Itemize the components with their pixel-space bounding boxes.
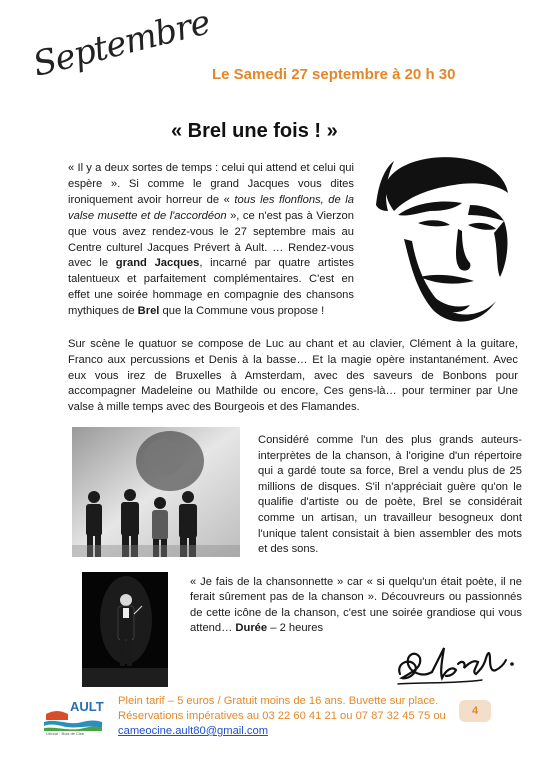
closing-text: « Je fais de la chansonnette » car « si quelqu'un était poète, il ne ferait sûrement pas de la chanson ». Découvreurs ou passionnés de cette icône de la chanson, c'est une soirée grandiose qui vous attend… [190, 576, 522, 635]
intro-text-1: « Il y a deux sortes de temps : celui qui attend et celui qui espère ». Si comme le grand Jacques vous dites ironiquement avoir horreur de « [68, 162, 354, 206]
closing-paragraph [190, 575, 522, 637]
intro-text-4: que la Commune vous propose ! [159, 305, 325, 318]
reservation-line: Réservations impératives au 03 22 60 41 21 ou 07 87 32 45 75 ou [118, 710, 446, 722]
page-number-badge: 4 [459, 700, 491, 722]
intro-text-3: , incarné par quatre artistes talentueux et parfaitement complémentaires. C'est en effet une soirée hommage en compagnie des chansons mythiques de [68, 257, 354, 318]
intro-quote-italic: tous les flonflons, de la valse musette et de l'accordéon [68, 193, 355, 222]
brel-portrait-illustration [358, 145, 518, 335]
ault-logo [40, 694, 106, 736]
intro-bold-brel: Brel [137, 305, 160, 318]
quartet-paragraph: Sur scène le quatuor se compose de Luc au chant et au clavier, Clément à la guitare, Franco aux percussions et Denis à la basse… Et la magie opère instantanément. Avec eux vous irez de Bruxelles à Amsterdam, avec des saveurs de Bonbons pour accompagner Madeleine ou Mathilde ou encore, Ces gens-là… pour terminer par Une valse à mille temps avec des Bourgeois et des Flamandes. [68, 338, 518, 414]
email-link[interactable]: cameocine.ault80@gmail.com [118, 725, 269, 737]
career-paragraph: Considéré comme l'un des plus grands auteurs-interprètes de la chanson, à l'origine d'un répertoire qui a gardé toute sa force, Brel a vendu plus de 25 millions de disques. S'il n'appréciait guère qu'on le qualifie d'artiste ou de poète, Brel se considérait comme un artisan, un travailleur besogneux dont l'unique talent consistait à bien assembler des mots et des sons. [258, 434, 522, 556]
intro-bold-grand-jacques: grand Jacques [115, 257, 200, 270]
month-script-heading: Septembre [29, 2, 214, 85]
intro-text-2: », ce n'est pas à Vierzon que vous avez rendez-vous le 27 septembre mais au Centre culturel Jacques Prévert à Ault. … Rendez-vous avec le [68, 209, 354, 270]
intro-paragraph [68, 161, 354, 320]
duration-value: – 2 heures [267, 622, 324, 635]
band-photo [72, 427, 240, 557]
logo-subtitle: Littoral · Bois de Cise [46, 731, 85, 736]
price-line: Plein tarif – 5 euros / Gratuit moins de 16 ans. Buvette sur place. [118, 695, 439, 707]
duration-label: Durée [235, 622, 268, 635]
event-title: « Brel une fois ! » [171, 120, 338, 142]
logo-wordmark: AULT [70, 699, 104, 714]
footer-info [118, 694, 446, 739]
event-date: Le Samedi 27 septembre à 20 h 30 [212, 66, 456, 83]
brel-stage-photo [82, 572, 168, 687]
brel-signature [392, 638, 520, 690]
